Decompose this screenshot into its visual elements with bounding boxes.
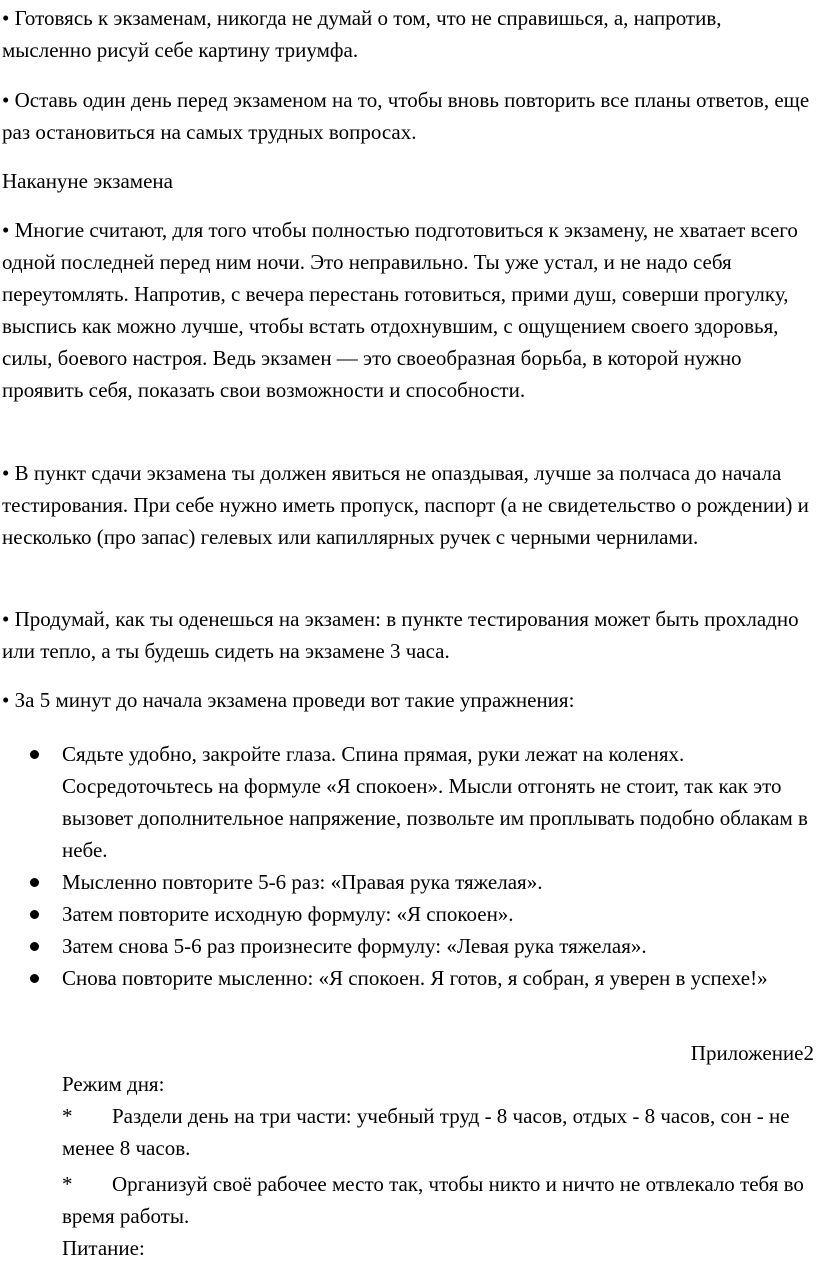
routine-item (62, 1168, 814, 1232)
routine-heading: Режим дня: (62, 1072, 165, 1096)
asterisk-marker: * (62, 1172, 73, 1196)
exercise-list (0, 738, 816, 994)
routine-item-text: Раздели день на три части: учебный труд - 8 часов, отдых - 8 часов, сон - не менее 8 часов. (62, 1104, 790, 1160)
list-item-text: Затем повторите исходную формулу: «Я спокоен». (62, 902, 514, 926)
bullet-icon (30, 942, 39, 951)
asterisk-marker: * (62, 1104, 73, 1128)
list-item (0, 962, 812, 994)
paragraph-confidence: • Готовясь к экзаменам, никогда не думай о том, что не справишься, а, напротив, мысленно рисуй себе картину триумфа. (2, 6, 722, 62)
paragraph-arrival: • В пункт сдачи экзамена ты должен явиться не опаздывая, лучше за полчаса до начала тестирования. При себе нужно иметь пропуск, паспорт (а не свидетельство о рождении) и несколько (про запас) гелевых или капиллярных ручек с черными чернилами. (2, 461, 809, 549)
list-item-text: Сядьте удобно, закройте глаза. Спина прямая, руки лежат на коленях. Сосредоточьтесь на формуле «Я спокоен». Мысли отгонять не стоит, так как это вызовет дополнительное напряжение, позвольте им проплывать подобно облакам в небе. (62, 742, 808, 862)
list-item (0, 866, 812, 898)
list-item-text: Мысленно повторите 5-6 раз: «Правая рука тяжелая». (62, 870, 543, 894)
bullet-icon (30, 750, 39, 759)
routine-section (62, 1068, 814, 1264)
bullet-icon (30, 878, 39, 887)
appendix-label: Приложение2 (690, 1041, 814, 1065)
section-heading-eve: Накануне экзамена (2, 169, 173, 193)
paragraph-review-day: • Оставь один день перед экзаменом на то, чтобы вновь повторить все планы ответов, еще раз остановиться на самых трудных вопросах. (2, 88, 810, 144)
list-item (0, 930, 812, 962)
paragraph-rest-before-exam: • Многие считают, для того чтобы полностью подготовиться к экзамену, не хватает всего одной последней перед ним ночи. Это неправильно. Ты уже устал, и не надо себя переутомлять. Напротив, с вечера перестань готовиться, прими душ, соверши прогулку, выспись как можно лучше, чтобы встать отдохнувшим, с ощущением своего здоровья, силы, боевого настроя. Ведь экзамен — это своеобразная борьба, в которой нужно проявить себя, показать свои возможности и способности. (2, 218, 798, 402)
list-item-text: Снова повторите мысленно: «Я спокоен. Я готов, я собран, я уверен в успехе!» (62, 966, 768, 990)
list-item (0, 898, 812, 930)
list-item-text: Затем снова 5-6 раз произнесите формулу: «Левая рука тяжелая». (62, 934, 647, 958)
paragraph-clothing: • Продумай, как ты оденешься на экзамен: в пункте тестирования может быть прохладно или тепло, а ты будешь сидеть на экзамене 3 часа. (2, 607, 799, 663)
routine-item-text: Организуй своё рабочее место так, чтобы никто и ничто не отвлекало тебя во время работы. (62, 1172, 804, 1228)
list-item (0, 738, 812, 866)
bullet-icon (30, 974, 39, 983)
paragraph-exercises-intro: • За 5 минут до начала экзамена проведи вот такие упражнения: (2, 688, 575, 712)
nutrition-heading: Питание: (62, 1236, 145, 1260)
bullet-icon (30, 910, 39, 919)
routine-item (62, 1100, 814, 1164)
